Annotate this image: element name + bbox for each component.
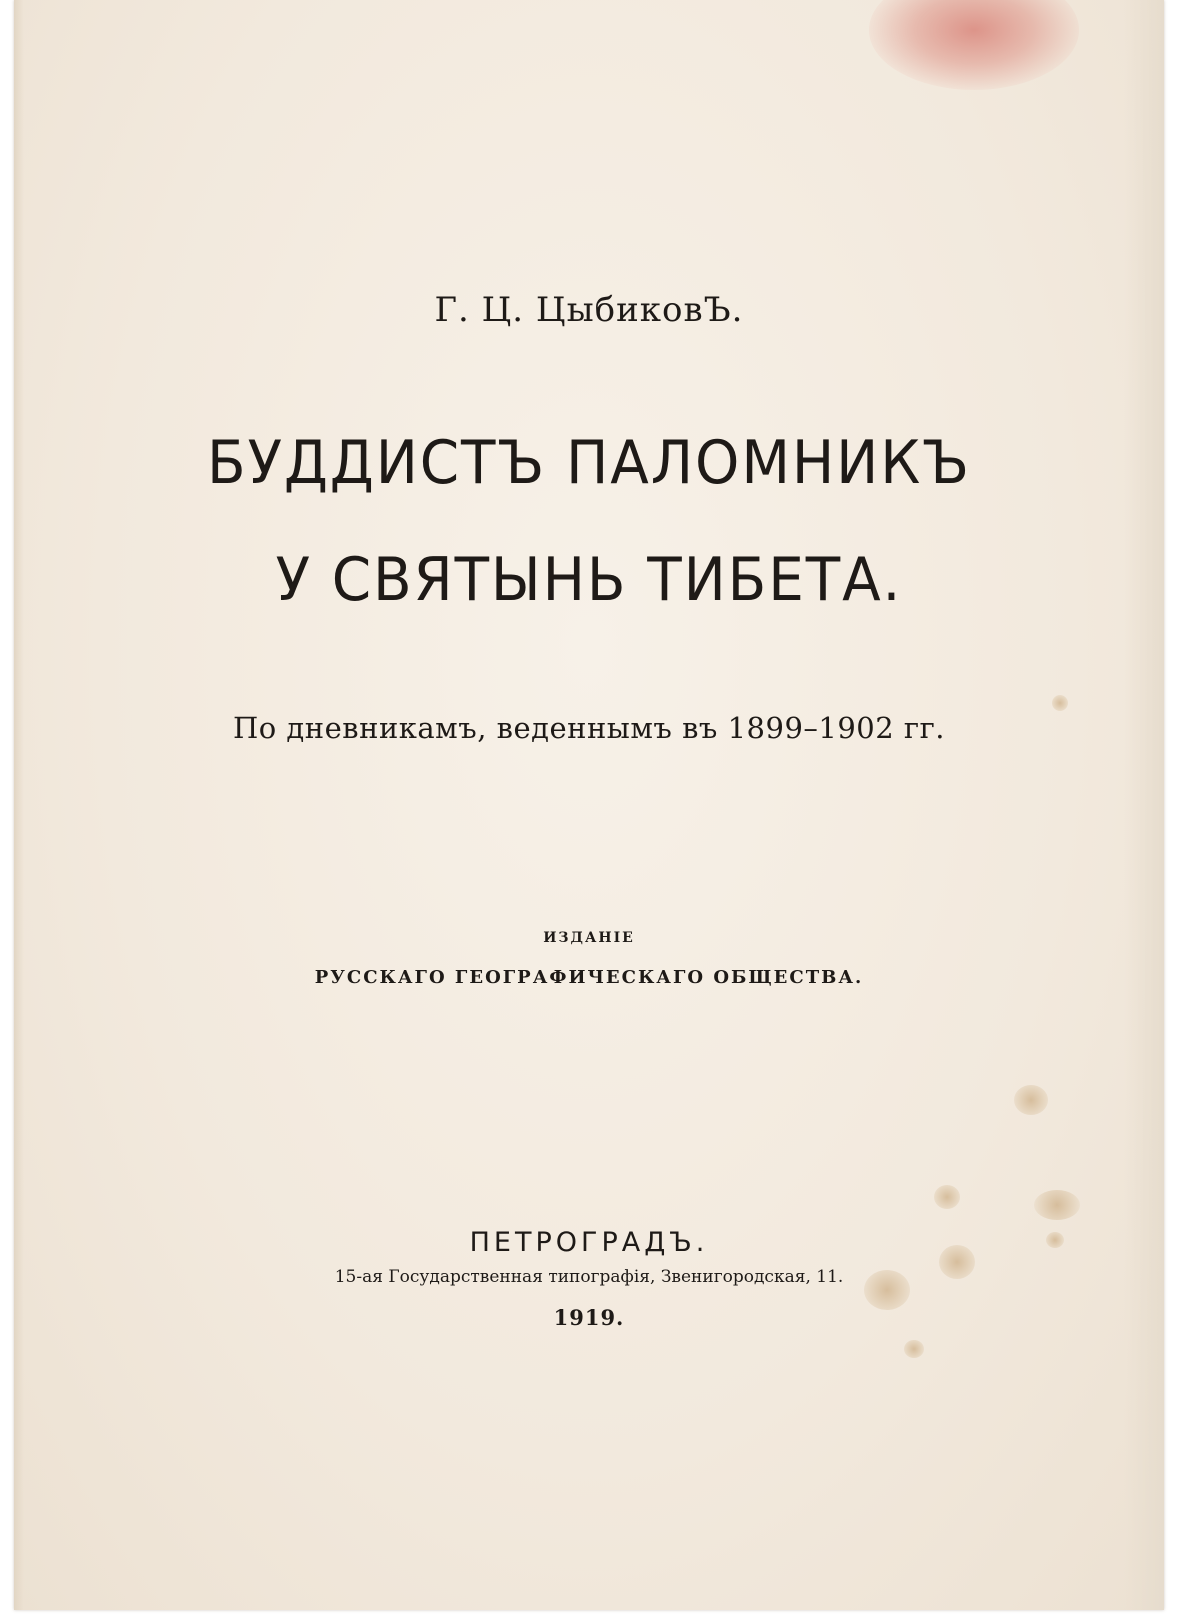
foxing-spot [934,1185,960,1209]
author-name: Г. Ц. ЦыбиковЪ. [434,290,744,330]
book-title-line-1: БУДДИСТЪ ПАЛОМНИКЪ [207,428,971,498]
book-title-line-2: У СВЯТЫНЬ ТИБЕТА. [275,545,903,615]
foxing-spot [1034,1190,1080,1220]
foxing-spot [904,1340,924,1358]
foxing-spot [1052,695,1068,711]
publication-city: ПЕТРОГРАДЪ. [469,1227,709,1258]
publication-year: 1919. [553,1305,625,1330]
printer-address: 15-ая Государственная типографія, Звенигородская, 11. [334,1267,844,1287]
publisher-name: РУССКАГО ГЕОГРАФИЧЕСКАГО ОБЩЕСТВА. [314,967,864,988]
page-edge-shadow-right [1124,0,1164,1610]
book-subtitle: По дневникамъ, веденнымъ въ 1899–1902 гг. [232,711,946,745]
page-edge-shadow [14,0,24,1610]
title-page [14,0,1164,1610]
edition-label: ИЗДАНІЕ [543,930,635,946]
foxing-spot [1014,1085,1048,1115]
red-stain [869,0,1079,90]
